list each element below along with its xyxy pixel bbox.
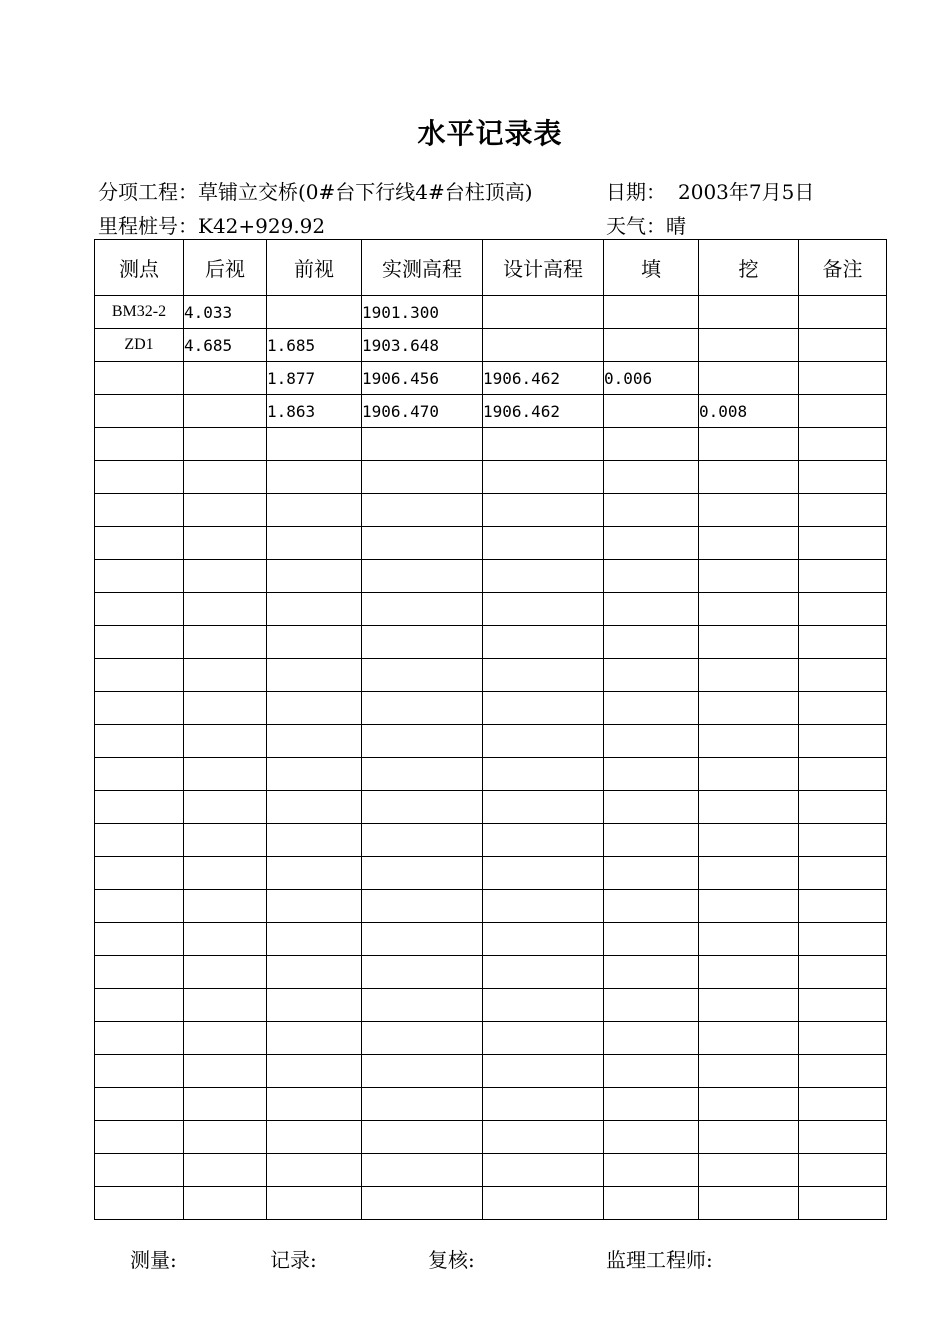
cell-foresight	[267, 461, 362, 494]
cell-fill	[604, 1187, 699, 1220]
cell-backsight	[184, 395, 267, 428]
cell-point	[95, 395, 184, 428]
cell-backsight	[184, 989, 267, 1022]
cell-cut	[699, 758, 799, 791]
project-value: 草铺立交桥(0#台下行线4#台柱顶高)	[198, 180, 533, 204]
cell-measured	[362, 890, 483, 923]
cell-point	[95, 758, 184, 791]
cell-foresight	[267, 593, 362, 626]
cell-cut	[699, 659, 799, 692]
table-row	[95, 494, 887, 527]
cell-remarks	[799, 1187, 887, 1220]
cell-backsight	[184, 1022, 267, 1055]
table-row	[95, 362, 887, 395]
level-record-table	[94, 239, 887, 1220]
cell-foresight	[267, 758, 362, 791]
cell-remarks	[799, 890, 887, 923]
cell-design	[483, 725, 604, 758]
cell-backsight	[184, 824, 267, 857]
cell-fill	[604, 989, 699, 1022]
table-row	[95, 692, 887, 725]
cell-fill	[604, 626, 699, 659]
table-header-row	[95, 240, 887, 296]
cell-cut	[699, 1022, 799, 1055]
station-line	[98, 210, 325, 239]
cell-remarks	[799, 791, 887, 824]
cell-foresight	[267, 857, 362, 890]
cell-backsight	[184, 692, 267, 725]
cell-cut	[699, 428, 799, 461]
cell-design	[483, 1022, 604, 1055]
cell-fill	[604, 296, 699, 329]
cell-measured	[362, 560, 483, 593]
cell-design	[483, 824, 604, 857]
table-row	[95, 758, 887, 791]
cell-fill	[604, 1088, 699, 1121]
cell-measured	[362, 494, 483, 527]
cell-fill	[604, 1055, 699, 1088]
cell-remarks	[799, 461, 887, 494]
table-row	[95, 1055, 887, 1088]
cell-design	[483, 857, 604, 890]
cell-fill	[604, 791, 699, 824]
cell-cut	[699, 593, 799, 626]
cell-design	[483, 461, 604, 494]
table-row	[95, 1187, 887, 1220]
cell-backsight: 4.033	[184, 296, 267, 329]
cell-point	[95, 1022, 184, 1055]
cell-point	[95, 1187, 184, 1220]
cell-remarks	[799, 989, 887, 1022]
cell-remarks	[799, 362, 887, 395]
cell-backsight	[184, 1088, 267, 1121]
cell-fill	[604, 824, 699, 857]
cell-remarks	[799, 428, 887, 461]
cell-fill	[604, 329, 699, 362]
page-title: 水平记录表	[417, 117, 563, 150]
cell-cut	[699, 824, 799, 857]
cell-measured	[362, 725, 483, 758]
cell-fill: 0.006	[604, 362, 699, 395]
cell-cut	[699, 461, 799, 494]
cell-remarks	[799, 1055, 887, 1088]
cell-foresight	[267, 494, 362, 527]
cell-backsight	[184, 1154, 267, 1187]
cell-foresight	[267, 1121, 362, 1154]
cell-cut	[699, 362, 799, 395]
cell-cut	[699, 989, 799, 1022]
cell-cut	[699, 560, 799, 593]
cell-cut	[699, 527, 799, 560]
cell-fill	[604, 428, 699, 461]
cell-foresight: 1.685	[267, 329, 362, 362]
cell-backsight	[184, 791, 267, 824]
cell-remarks	[799, 1121, 887, 1154]
cell-foresight: 1.877	[267, 362, 362, 395]
cell-design	[483, 296, 604, 329]
cell-fill	[604, 725, 699, 758]
table-body	[95, 296, 887, 1220]
cell-design	[483, 923, 604, 956]
cell-measured	[362, 527, 483, 560]
cell-point	[95, 791, 184, 824]
station-label: 里程桩号：	[98, 214, 198, 238]
cell-foresight: 1.863	[267, 395, 362, 428]
cell-backsight	[184, 758, 267, 791]
cell-backsight	[184, 1187, 267, 1220]
cell-fill	[604, 560, 699, 593]
header-measured-elevation: 实测高程	[362, 240, 483, 296]
header-fill: 填	[604, 240, 699, 296]
cell-backsight	[184, 890, 267, 923]
cell-point	[95, 1088, 184, 1121]
cell-cut	[699, 1121, 799, 1154]
cell-backsight	[184, 725, 267, 758]
cell-remarks	[799, 494, 887, 527]
cell-remarks	[799, 725, 887, 758]
table-row	[95, 329, 887, 362]
table-row	[95, 461, 887, 494]
footer-supervisor-label: 监理工程师:	[606, 1248, 713, 1272]
cell-design	[483, 593, 604, 626]
cell-fill	[604, 461, 699, 494]
header-foresight: 前视	[267, 240, 362, 296]
table-row	[95, 890, 887, 923]
cell-measured	[362, 659, 483, 692]
table-row	[95, 1088, 887, 1121]
cell-point	[95, 428, 184, 461]
cell-point	[95, 626, 184, 659]
cell-point: BM32-2	[95, 296, 184, 329]
cell-fill	[604, 1121, 699, 1154]
cell-fill	[604, 1022, 699, 1055]
cell-design	[483, 1121, 604, 1154]
header-cut: 挖	[699, 240, 799, 296]
cell-design	[483, 428, 604, 461]
cell-design	[483, 560, 604, 593]
cell-point	[95, 890, 184, 923]
project-line	[98, 176, 533, 205]
cell-cut	[699, 626, 799, 659]
cell-remarks	[799, 395, 887, 428]
cell-backsight	[184, 461, 267, 494]
cell-point	[95, 824, 184, 857]
header-design-elevation: 设计高程	[483, 240, 604, 296]
cell-cut	[699, 791, 799, 824]
project-label: 分项工程：	[98, 180, 198, 204]
station-value: K42+929.92	[198, 214, 326, 238]
table-row	[95, 923, 887, 956]
cell-measured	[362, 1088, 483, 1121]
cell-cut	[699, 725, 799, 758]
cell-cut	[699, 692, 799, 725]
cell-backsight	[184, 626, 267, 659]
cell-measured	[362, 923, 483, 956]
cell-design	[483, 1055, 604, 1088]
cell-backsight	[184, 428, 267, 461]
table-row	[95, 857, 887, 890]
cell-point	[95, 1055, 184, 1088]
cell-foresight	[267, 725, 362, 758]
cell-remarks	[799, 824, 887, 857]
cell-remarks	[799, 329, 887, 362]
cell-measured	[362, 758, 483, 791]
cell-fill	[604, 593, 699, 626]
cell-remarks	[799, 857, 887, 890]
cell-foresight	[267, 296, 362, 329]
cell-foresight	[267, 626, 362, 659]
cell-backsight	[184, 857, 267, 890]
cell-design	[483, 659, 604, 692]
cell-cut	[699, 329, 799, 362]
cell-point	[95, 461, 184, 494]
cell-cut	[699, 1187, 799, 1220]
header-backsight: 后视	[184, 240, 267, 296]
date-value: 2003年7月5日	[678, 180, 815, 204]
cell-design	[483, 791, 604, 824]
table-row	[95, 989, 887, 1022]
cell-point	[95, 725, 184, 758]
cell-point	[95, 989, 184, 1022]
cell-foresight	[267, 923, 362, 956]
cell-design	[483, 1088, 604, 1121]
cell-cut	[699, 1088, 799, 1121]
date-line	[606, 176, 814, 205]
cell-design	[483, 494, 604, 527]
cell-foresight	[267, 1088, 362, 1121]
footer-survey-label: 测量:	[130, 1248, 177, 1272]
cell-design	[483, 626, 604, 659]
table-row	[95, 1121, 887, 1154]
cell-point	[95, 857, 184, 890]
cell-cut	[699, 494, 799, 527]
cell-backsight	[184, 362, 267, 395]
cell-measured	[362, 593, 483, 626]
cell-design: 1906.462	[483, 395, 604, 428]
cell-point	[95, 593, 184, 626]
weather-line	[606, 210, 686, 239]
cell-foresight	[267, 560, 362, 593]
cell-design	[483, 527, 604, 560]
cell-foresight	[267, 989, 362, 1022]
cell-remarks	[799, 692, 887, 725]
cell-remarks	[799, 923, 887, 956]
cell-cut	[699, 1154, 799, 1187]
cell-point	[95, 527, 184, 560]
footer-review-label: 复核:	[428, 1248, 475, 1272]
cell-fill	[604, 659, 699, 692]
cell-point	[95, 560, 184, 593]
cell-measured: 1906.470	[362, 395, 483, 428]
cell-design	[483, 956, 604, 989]
cell-foresight	[267, 659, 362, 692]
table-row	[95, 593, 887, 626]
cell-remarks	[799, 1154, 887, 1187]
cell-cut	[699, 890, 799, 923]
cell-foresight	[267, 428, 362, 461]
cell-fill	[604, 494, 699, 527]
table-row	[95, 1022, 887, 1055]
cell-cut	[699, 1055, 799, 1088]
table-row	[95, 659, 887, 692]
cell-remarks	[799, 659, 887, 692]
table-row	[95, 428, 887, 461]
table-row	[95, 956, 887, 989]
footer-record-label: 记录:	[270, 1248, 317, 1272]
cell-remarks	[799, 593, 887, 626]
weather-label: 天气：	[606, 214, 666, 238]
cell-design: 1906.462	[483, 362, 604, 395]
cell-design	[483, 329, 604, 362]
cell-backsight	[184, 593, 267, 626]
cell-cut	[699, 923, 799, 956]
cell-fill	[604, 923, 699, 956]
cell-remarks	[799, 956, 887, 989]
cell-design	[483, 692, 604, 725]
cell-point	[95, 923, 184, 956]
cell-design	[483, 1187, 604, 1220]
cell-fill	[604, 692, 699, 725]
cell-foresight	[267, 692, 362, 725]
cell-measured	[362, 1055, 483, 1088]
cell-backsight	[184, 1121, 267, 1154]
cell-fill	[604, 395, 699, 428]
header-remarks: 备注	[799, 240, 887, 296]
cell-foresight	[267, 824, 362, 857]
cell-measured	[362, 791, 483, 824]
date-label: 日期：	[606, 180, 666, 204]
cell-design	[483, 989, 604, 1022]
cell-point	[95, 362, 184, 395]
cell-foresight	[267, 527, 362, 560]
table-row	[95, 395, 887, 428]
cell-foresight	[267, 1154, 362, 1187]
weather-value: 晴	[666, 214, 686, 238]
cell-cut	[699, 857, 799, 890]
cell-measured: 1906.456	[362, 362, 483, 395]
cell-point	[95, 956, 184, 989]
cell-foresight	[267, 890, 362, 923]
cell-remarks	[799, 1088, 887, 1121]
cell-point	[95, 1121, 184, 1154]
cell-measured	[362, 1154, 483, 1187]
cell-backsight	[184, 560, 267, 593]
cell-cut	[699, 296, 799, 329]
cell-measured	[362, 1022, 483, 1055]
cell-measured	[362, 824, 483, 857]
table-row	[95, 626, 887, 659]
cell-design	[483, 1154, 604, 1187]
table-row	[95, 725, 887, 758]
cell-backsight	[184, 956, 267, 989]
cell-fill	[604, 758, 699, 791]
cell-measured	[362, 857, 483, 890]
cell-foresight	[267, 791, 362, 824]
table-row	[95, 791, 887, 824]
cell-remarks	[799, 1022, 887, 1055]
cell-foresight	[267, 956, 362, 989]
cell-design	[483, 758, 604, 791]
cell-point	[95, 494, 184, 527]
table-row	[95, 527, 887, 560]
cell-fill	[604, 527, 699, 560]
cell-fill	[604, 857, 699, 890]
cell-remarks	[799, 626, 887, 659]
cell-cut	[699, 956, 799, 989]
cell-measured	[362, 461, 483, 494]
table-row	[95, 824, 887, 857]
table-row	[95, 560, 887, 593]
cell-remarks	[799, 527, 887, 560]
cell-measured	[362, 956, 483, 989]
cell-point	[95, 1154, 184, 1187]
cell-remarks	[799, 758, 887, 791]
cell-measured	[362, 626, 483, 659]
cell-backsight	[184, 923, 267, 956]
cell-foresight	[267, 1055, 362, 1088]
cell-fill	[604, 956, 699, 989]
cell-foresight	[267, 1187, 362, 1220]
cell-remarks	[799, 560, 887, 593]
cell-point	[95, 692, 184, 725]
cell-point: ZD1	[95, 329, 184, 362]
cell-backsight: 4.685	[184, 329, 267, 362]
cell-fill	[604, 890, 699, 923]
cell-cut: 0.008	[699, 395, 799, 428]
cell-point	[95, 659, 184, 692]
table-row	[95, 296, 887, 329]
cell-measured	[362, 1121, 483, 1154]
cell-measured	[362, 692, 483, 725]
cell-measured	[362, 989, 483, 1022]
cell-backsight	[184, 494, 267, 527]
cell-measured	[362, 1187, 483, 1220]
cell-backsight	[184, 527, 267, 560]
cell-measured	[362, 428, 483, 461]
cell-foresight	[267, 1022, 362, 1055]
header-point: 测点	[95, 240, 184, 296]
cell-measured: 1901.300	[362, 296, 483, 329]
cell-remarks	[799, 296, 887, 329]
cell-backsight	[184, 1055, 267, 1088]
cell-design	[483, 890, 604, 923]
cell-backsight	[184, 659, 267, 692]
table-row	[95, 1154, 887, 1187]
cell-fill	[604, 1154, 699, 1187]
cell-measured: 1903.648	[362, 329, 483, 362]
